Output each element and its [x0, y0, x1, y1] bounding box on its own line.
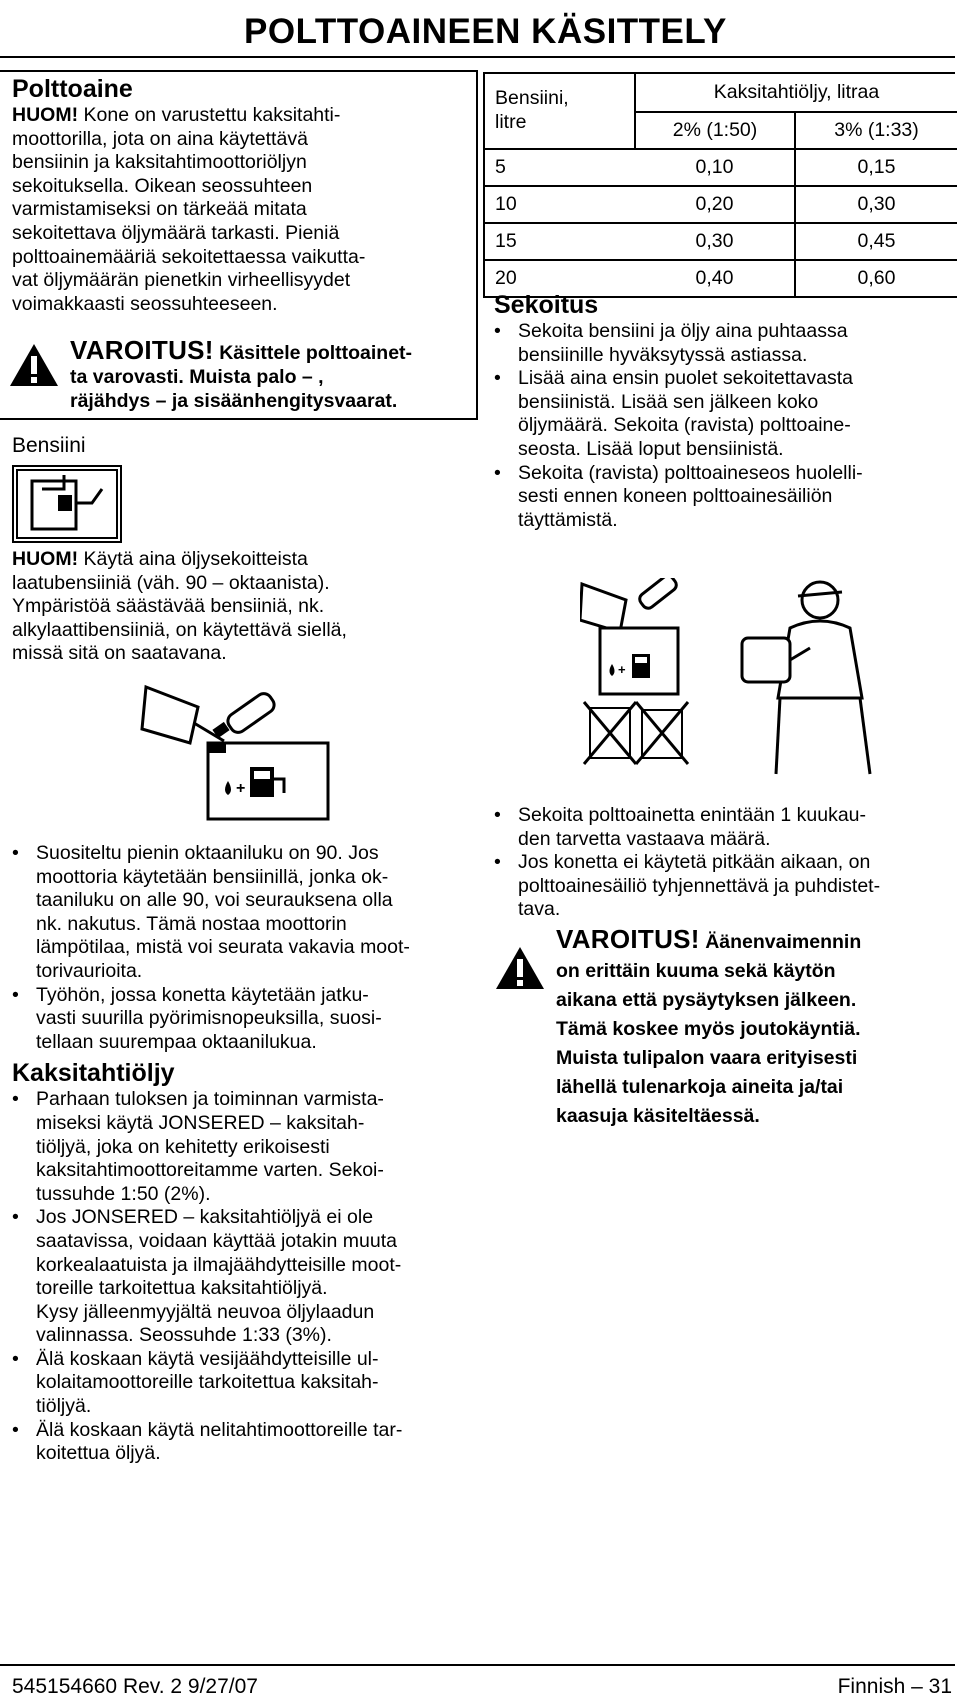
warning-fuel — [8, 335, 478, 418]
bullet-line: miseksi käytä JONSERED – kaksitah- — [36, 1111, 365, 1134]
text-line — [12, 198, 472, 222]
polttoaine-intro — [12, 104, 472, 316]
text-line-content: sekoituksella. Oikean seossuhteen — [12, 174, 313, 197]
bullet-line: sesti ennen koneen polttoainesäiliön — [518, 485, 833, 508]
bullet-line: bensiinistä. Lisää sen jälkeen koko — [518, 390, 819, 413]
text-line — [12, 246, 472, 270]
warning-line — [556, 957, 956, 986]
bullet-line: vasti suurilla pyörimisnopeuksilla, suosi- — [36, 1007, 382, 1030]
warning-line — [556, 1015, 956, 1044]
bullet-item — [494, 804, 954, 851]
bullet-item — [494, 851, 954, 922]
table-cell: 20 — [485, 260, 635, 297]
text-line — [12, 293, 472, 317]
text-line-content: laatubensiiniä (väh. 90 – oktaanista). — [12, 571, 330, 594]
text-line-content: alkylaattibensiiniä, on käytettävä siellä, — [12, 618, 347, 641]
bullet-line: seosta. Lisää loput bensiinistä. — [518, 437, 784, 460]
bullet-line: nk. nakutus. Tämä nostaa moottorin — [36, 912, 347, 935]
bullet-line: • Suositeltu pienin oktaaniluku on 90. Jos — [36, 842, 379, 864]
mix-ratio-table — [483, 72, 955, 298]
text-line — [12, 175, 472, 199]
table-subheader-3pct: 3% (1:33) — [795, 112, 957, 149]
text-line — [12, 104, 472, 128]
sekoitus-bullet-list — [494, 320, 956, 532]
bullet-line: den tarvetta vastaava määrä. — [518, 827, 771, 850]
bullet-line: tava. — [518, 898, 561, 921]
octane-bullets-section — [12, 842, 474, 1466]
bullet-line: korkealaatuista ja ilmajäähdytteisille moot- — [36, 1253, 402, 1276]
table-cell: 0,10 — [635, 149, 795, 186]
footer-rule — [0, 1664, 955, 1666]
warning-triangle-icon — [494, 945, 546, 991]
table-cell: 0,15 — [795, 149, 957, 186]
text-line-content: varmistamiseksi on tärkeää mitata — [12, 198, 307, 221]
bullet-item — [494, 320, 956, 367]
bullet-line: tiöljyä. — [36, 1395, 92, 1418]
warning-line-content: kaasuja käsiteltäessä. — [556, 1105, 760, 1127]
text-line — [12, 642, 472, 666]
bullet-line: moottoria käytetään bensiinillä, jonka ok- — [36, 865, 389, 888]
table-cell: 0,60 — [795, 260, 957, 297]
warning-line-content: aikana että pysäytyksen jälkeen. — [556, 989, 857, 1011]
bullet-line: • Älä koskaan käytä nelitahtimoottoreille tar- — [36, 1418, 403, 1441]
table-cell: 0,20 — [635, 186, 795, 223]
mixing-can-illustration — [138, 683, 338, 823]
footer-page-number: Finnish – 31 — [837, 1675, 952, 1698]
text-line — [12, 269, 472, 293]
svg-text:+: + — [236, 780, 246, 797]
bullet-line: • Älä koskaan käytä vesijäähdytteisille ul- — [36, 1347, 379, 1370]
bullet-line: • Sekoita bensiini ja öljy aina puhtaassa — [518, 320, 848, 342]
table-group-header: Kaksitahtiöljy, litraa — [635, 74, 957, 112]
bullet-line: kolaitamoottoreille tarkoitettua kaksitah- — [36, 1371, 379, 1394]
huom-label: HUOM! — [12, 548, 79, 570]
page-title: POLTTOAINEEN KÄSITTELY — [244, 12, 727, 51]
bullet-line: • Jos konetta ei käytetä pitkään aikaan, on — [518, 851, 871, 874]
warning-muffler-text — [556, 925, 956, 1131]
table-subheader-2pct: 2% (1:50) — [635, 112, 795, 149]
warning-line — [556, 1073, 956, 1102]
table-body — [485, 149, 957, 297]
bullet-line: tellaan suurempaa oktaanilukua. — [36, 1030, 317, 1053]
warning-line — [556, 1044, 956, 1073]
sekoitus-heading: Sekoitus — [494, 291, 599, 319]
warning-line: Käsittele polttoainet- — [213, 342, 413, 364]
bullet-line: taaniluku on alle 90, voi seurauksena olla — [36, 889, 393, 912]
bullet-line: lämpötilaa, mistä voi seurata vakavia moot- — [36, 936, 410, 959]
table-cell: 0,30 — [635, 223, 795, 260]
text-line — [12, 128, 472, 152]
text-line-content: Ympäristöä säästävää bensiiniä, nk. — [12, 595, 325, 618]
huom-octane-note — [12, 548, 472, 666]
bensiini-label: Bensiini — [12, 434, 86, 457]
text-line-content: Kone on varustettu kaksitahti- — [78, 104, 341, 126]
octane-bullet-list — [12, 842, 474, 1054]
svg-text:+: + — [618, 662, 626, 677]
warning-word: VAROITUS! — [556, 924, 700, 954]
warning-line — [556, 986, 956, 1015]
table-cell: 0,30 — [795, 186, 957, 223]
bullet-line: • Sekoita polttoainetta enintään 1 kuukau- — [518, 804, 867, 826]
text-line — [12, 572, 472, 596]
bullet-item — [12, 1419, 474, 1466]
polttoaine-section — [12, 74, 472, 316]
bullet-line: toreille tarkoitettua kaksitahtiöljyä. — [36, 1277, 328, 1300]
warning-line — [556, 925, 956, 957]
text-line — [12, 548, 472, 572]
warning-line-content: Äänenvaimennin — [699, 931, 862, 953]
header-rule — [0, 56, 955, 58]
table-row — [485, 223, 957, 260]
bullet-line: • Parhaan tuloksen ja toiminnan varmista- — [36, 1088, 384, 1111]
warning-line: räjähdys – ja sisäänhengitysvaarat. — [70, 390, 398, 412]
text-line-content: bensiinin ja kaksitahtimoottoriöljyn — [12, 151, 307, 174]
text-line-content: sekoitettava öljymäärä tarkasti. Pieniä — [12, 221, 340, 244]
text-line-content: polttoainemääriä sekoitettaessa vaikutta- — [12, 245, 366, 268]
fuel-pump-icon — [12, 465, 122, 543]
warning-line-content: Tämä koskee myös joutokäyntiä. — [556, 1018, 861, 1040]
bullet-line: Kysy jälleenmyyjältä neuvoa öljylaadun — [36, 1300, 375, 1323]
warning-line — [556, 1102, 956, 1131]
bullet-line: koitettua öljyä. — [36, 1442, 161, 1465]
text-line-content: vat öljymäärän pienetkin virheellisyydet — [12, 269, 351, 292]
table-cell: 0,40 — [635, 260, 795, 297]
bullet-item — [12, 1206, 474, 1348]
kaksitahti-heading: Kaksitahtiöljy — [12, 1059, 175, 1088]
warning-line-content: on erittäin kuuma sekä käytön — [556, 960, 836, 982]
warning-fuel-text — [70, 335, 480, 413]
text-line-content: moottorilla, jota on aina käytettävä — [12, 127, 308, 150]
mixing-person-illustration — [580, 578, 910, 778]
bullet-item — [12, 842, 474, 984]
warning-word: VAROITUS! — [70, 335, 214, 365]
kaksitahti-bullet-list — [12, 1088, 474, 1466]
text-line-content: voimakkaasti seossuhteeseen. — [12, 292, 278, 315]
huom-label: HUOM! — [12, 104, 79, 126]
bullet-line: täyttämistä. — [518, 508, 618, 531]
bullet-line: saatavissa, voidaan käyttää jotakin muuta — [36, 1229, 397, 1252]
bullet-item — [12, 1348, 474, 1419]
text-line-content: Käytä aina öljysekoitteista — [78, 548, 308, 570]
bullet-line: valinnassa. Seossuhde 1:33 (3%). — [36, 1324, 332, 1347]
page-header — [0, 0, 960, 60]
warning-line: ta varovasti. Muista palo – , — [70, 366, 324, 388]
bullet-item — [12, 1088, 474, 1206]
table-col-bensiini-header: Bensiini, litre — [485, 74, 635, 149]
bullet-line: polttoainesäiliö tyhjennettävä ja puhdistet- — [518, 874, 881, 897]
table-cell: 15 — [485, 223, 635, 260]
warning-line-content: lähellä tulenarkoja aineita ja/tai — [556, 1076, 844, 1098]
bullet-line: • Sekoita (ravista) polttoaineseos huolelli- — [518, 461, 863, 484]
text-line-content: missä sitä on saatavana. — [12, 642, 227, 665]
text-line — [12, 222, 472, 246]
bullet-line: torivaurioita. — [36, 959, 143, 982]
table-row — [485, 149, 957, 186]
table-cell: 5 — [485, 149, 635, 186]
bullet-line: bensiinille hyväksytyssä astiassa. — [518, 343, 808, 366]
storage-bullets-section — [494, 804, 954, 922]
table-cell: 0,45 — [795, 223, 957, 260]
bullet-item — [494, 367, 956, 461]
text-line — [12, 619, 472, 643]
bullet-line: • Työhön, jossa konetta käytetään jatku- — [36, 983, 369, 1006]
text-line — [12, 151, 472, 175]
sekoitus-section — [494, 290, 956, 532]
bullet-line: öljymäärä. Sekoita (ravista) polttoaine- — [518, 414, 851, 437]
bullet-line: kaksitahtimoottoreitamme varten. Sekoi- — [36, 1159, 384, 1182]
bullet-line: • Jos JONSERED – kaksitahtiöljyä ei ole — [36, 1206, 374, 1229]
bullet-line: tussuhde 1:50 (2%). — [36, 1182, 211, 1205]
table-cell: 10 — [485, 186, 635, 223]
bullet-line: tiöljyä, joka on kehitetty erikoisesti — [36, 1135, 330, 1158]
warning-line-content: Muista tulipalon vaara erityisesti — [556, 1047, 858, 1069]
warning-triangle-icon — [8, 342, 60, 388]
bullet-item — [12, 984, 474, 1055]
table-row — [485, 186, 957, 223]
footer-doc-number: 545154660 Rev. 2 9/27/07 — [12, 1675, 258, 1698]
warning-muffler — [494, 924, 954, 1127]
polttoaine-heading: Polttoaine — [12, 75, 133, 103]
bullet-item — [494, 462, 956, 533]
bullet-line: • Lisää aina ensin puolet sekoitettavasta — [518, 367, 853, 390]
text-line — [12, 595, 472, 619]
storage-bullet-list — [494, 804, 954, 922]
